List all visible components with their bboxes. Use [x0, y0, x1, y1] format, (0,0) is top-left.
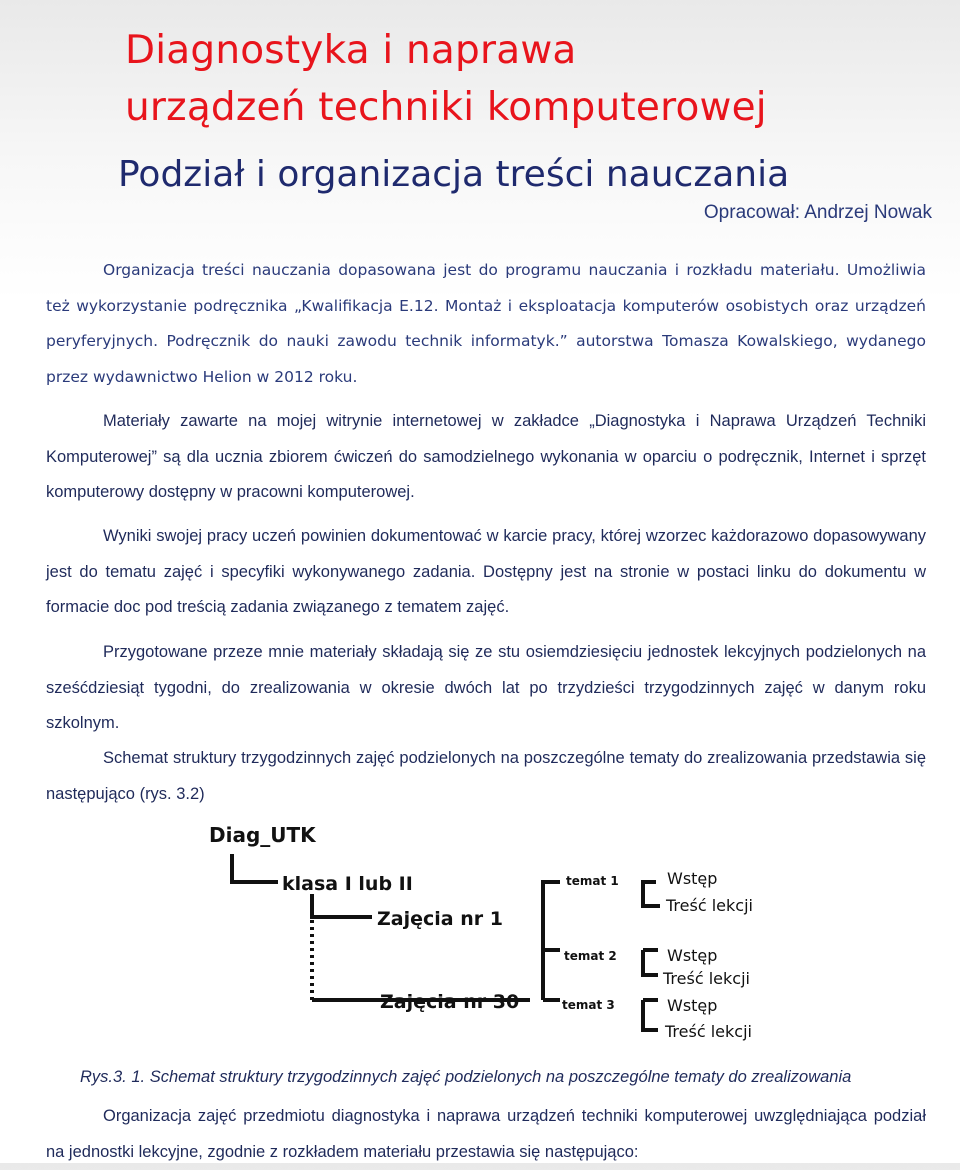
closing-paragraph: Organizacja zajęć przedmiotu diagnostyka i naprawa urządzeń techniki komputerowej uwzględniająca podział na jednostki lekcyjne, zgodnie z rozkładem materiału przestawia się następująco: [46, 1107, 926, 1161]
diagram-root: Diag_UTK [209, 823, 316, 847]
root-connector [232, 854, 278, 882]
paragraph-4: Przygotowane przeze mnie materiały składają się ze stu osiemdziesięciu jednostek lekcyjnych podzielonych na sześćdziesiąt tygodni, do zrealizowania w okresie dwóch lat po trzydzieści trzygodzinnych zajęć w danym roku szkolnym. [46, 643, 926, 732]
diagram-zajecia-1: Zajęcia nr 1 [377, 908, 503, 930]
structure-diagram [200, 820, 780, 1050]
diagram-tresc-1: Treść lekcji [666, 896, 753, 915]
document-subtitle: Podział i organizacja treści nauczania [118, 154, 790, 195]
figure-caption: Rys.3. 1. Schemat struktury trzygodzinnych zajęć podzielonych na poszczególne tematy do zrealizowania [80, 1068, 852, 1086]
paragraph-1: Organizacja treści nauczania dopasowana jest do programu nauczania i rozkładu materiału. Umożliwia też wykorzystanie podręcznika „Kwalifikacja E.12. Montaż i eksploatacja komputerów osobistych oraz urządzeń peryferyjnych. Podręcznik do nauki zawodu technik informatyk.” autorstwa Tomasza Kowalskiego, wydanego przez wydawnictwo Helion w 2012 roku. [46, 261, 926, 386]
diagram-wstep-1: Wstęp [667, 869, 718, 888]
document-title-line-2: urządzeń techniki komputerowej [125, 85, 767, 130]
temat1-branch [643, 882, 660, 906]
paragraph-2: Materiały zawarte na mojej witrynie internetowej w zakładce „Diagnostyka i Naprawa Urządzeń Techniki Komputerowej” są dla ucznia zbiorem ćwiczeń do samodzielnego wykonania w oparciu o podręcznik, Internet i sprzęt komputerowy dostępny w pracowni komputerowej. [46, 412, 926, 501]
diagram-tresc-3: Treść lekcji [665, 1022, 752, 1041]
zajecia-right-connector [543, 882, 560, 1000]
diagram-tresc-2: Treść lekcji [663, 969, 750, 988]
diagram-temat-2: temat 2 [564, 949, 617, 963]
diagram-zajecia-30: Zajęcia nr 30 [380, 991, 520, 1013]
diagram-temat-3: temat 3 [562, 998, 615, 1012]
temat3-branch [643, 1000, 658, 1030]
diagram-klasa: klasa I lub II [282, 873, 413, 895]
diagram-temat-1: temat 1 [566, 874, 619, 888]
paragraph-5: Schemat struktury trzygodzinnych zajęć podzielonych na poszczególne tematy do zrealizowania przedstawia się następująco (rys. 3.2) [46, 749, 926, 803]
author-line: Opracował: Andrzej Nowak [703, 202, 932, 223]
document-title-line-1: Diagnostyka i naprawa [125, 28, 577, 73]
klasa-connector [312, 894, 372, 917]
temat2-branch [643, 950, 658, 975]
diagram-wstep-3: Wstęp [667, 996, 718, 1015]
paragraph-3: Wyniki swojej pracy uczeń powinien dokumentować w karcie pracy, której wzorzec każdorazowo dopasowywany jest do tematu zajęć i specyfiki wykonywanego zadania. Dostępny jest na stronie w postaci linku do dokumentu w formacie doc pod treścią zadania związanego z tematem zajęć. [46, 527, 926, 616]
diagram-wstep-2: Wstęp [667, 946, 718, 965]
